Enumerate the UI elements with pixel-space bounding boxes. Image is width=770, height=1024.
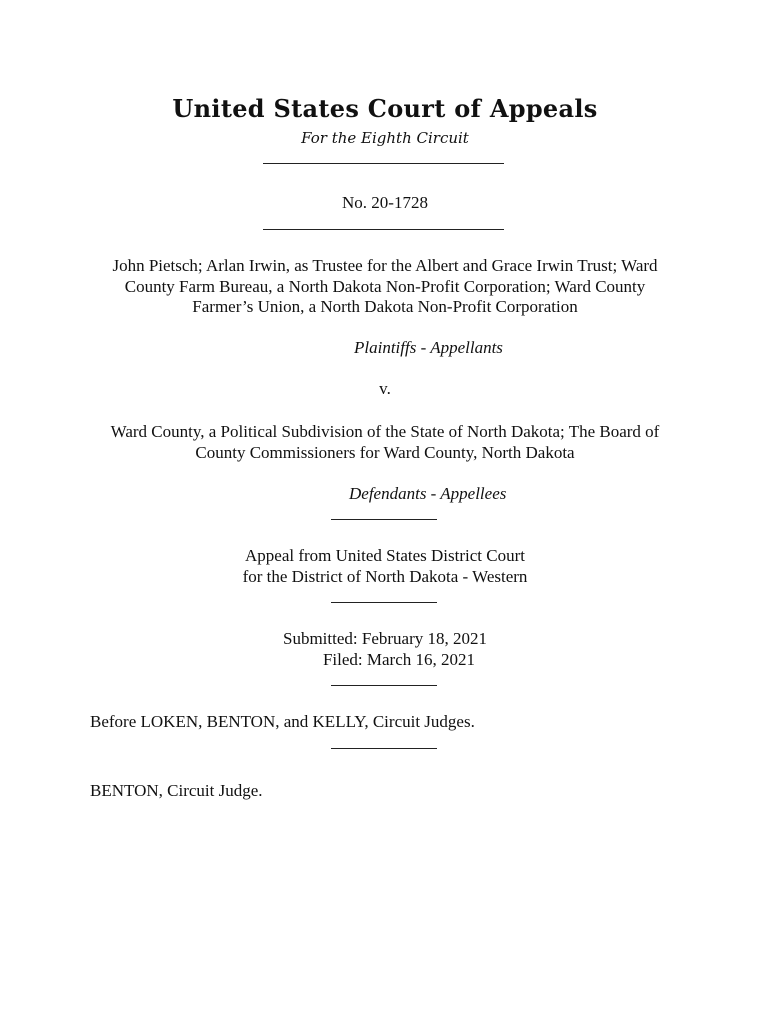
defendants-line: County Commissioners for Ward County, North Dakota (195, 443, 575, 462)
appeal-origin-line: Appeal from United States District Court (245, 546, 525, 565)
defendants-line: Ward County, a Political Subdivision of the State of North Dakota; The Board of (110, 422, 660, 441)
court-title: United States Court of Appeals (172, 94, 598, 123)
divider-rule (263, 163, 504, 164)
divider-rule (331, 602, 437, 603)
plaintiffs-line: Farmer’s Union, a North Dakota Non-Profit Corporation (192, 297, 578, 316)
divider-rule (331, 519, 437, 520)
opinion-author: BENTON, Circuit Judge. (90, 781, 263, 800)
divider-rule (331, 685, 437, 686)
plaintiffs-role: Plaintiffs - Appellants (354, 338, 503, 357)
panel-judges: Before LOKEN, BENTON, and KELLY, Circuit Judges. (90, 712, 475, 731)
appeal-origin-line: for the District of North Dakota - Western (242, 567, 528, 586)
divider-rule (331, 748, 437, 749)
submitted-date: Submitted: February 18, 2021 (283, 629, 487, 648)
plaintiffs-line: John Pietsch; Arlan Irwin, as Trustee for the Albert and Grace Irwin Trust; Ward (112, 256, 658, 275)
defendants-role: Defendants - Appellees (349, 484, 507, 503)
divider-rule (263, 229, 504, 230)
circuit-subtitle: For the Eighth Circuit (301, 129, 469, 147)
plaintiffs-line: County Farm Bureau, a North Dakota Non-Profit Corporation; Ward County (124, 277, 646, 296)
case-number: No. 20-1728 (342, 193, 428, 212)
filed-date: Filed: March 16, 2021 (322, 650, 476, 669)
versus-label: v. (379, 379, 391, 398)
